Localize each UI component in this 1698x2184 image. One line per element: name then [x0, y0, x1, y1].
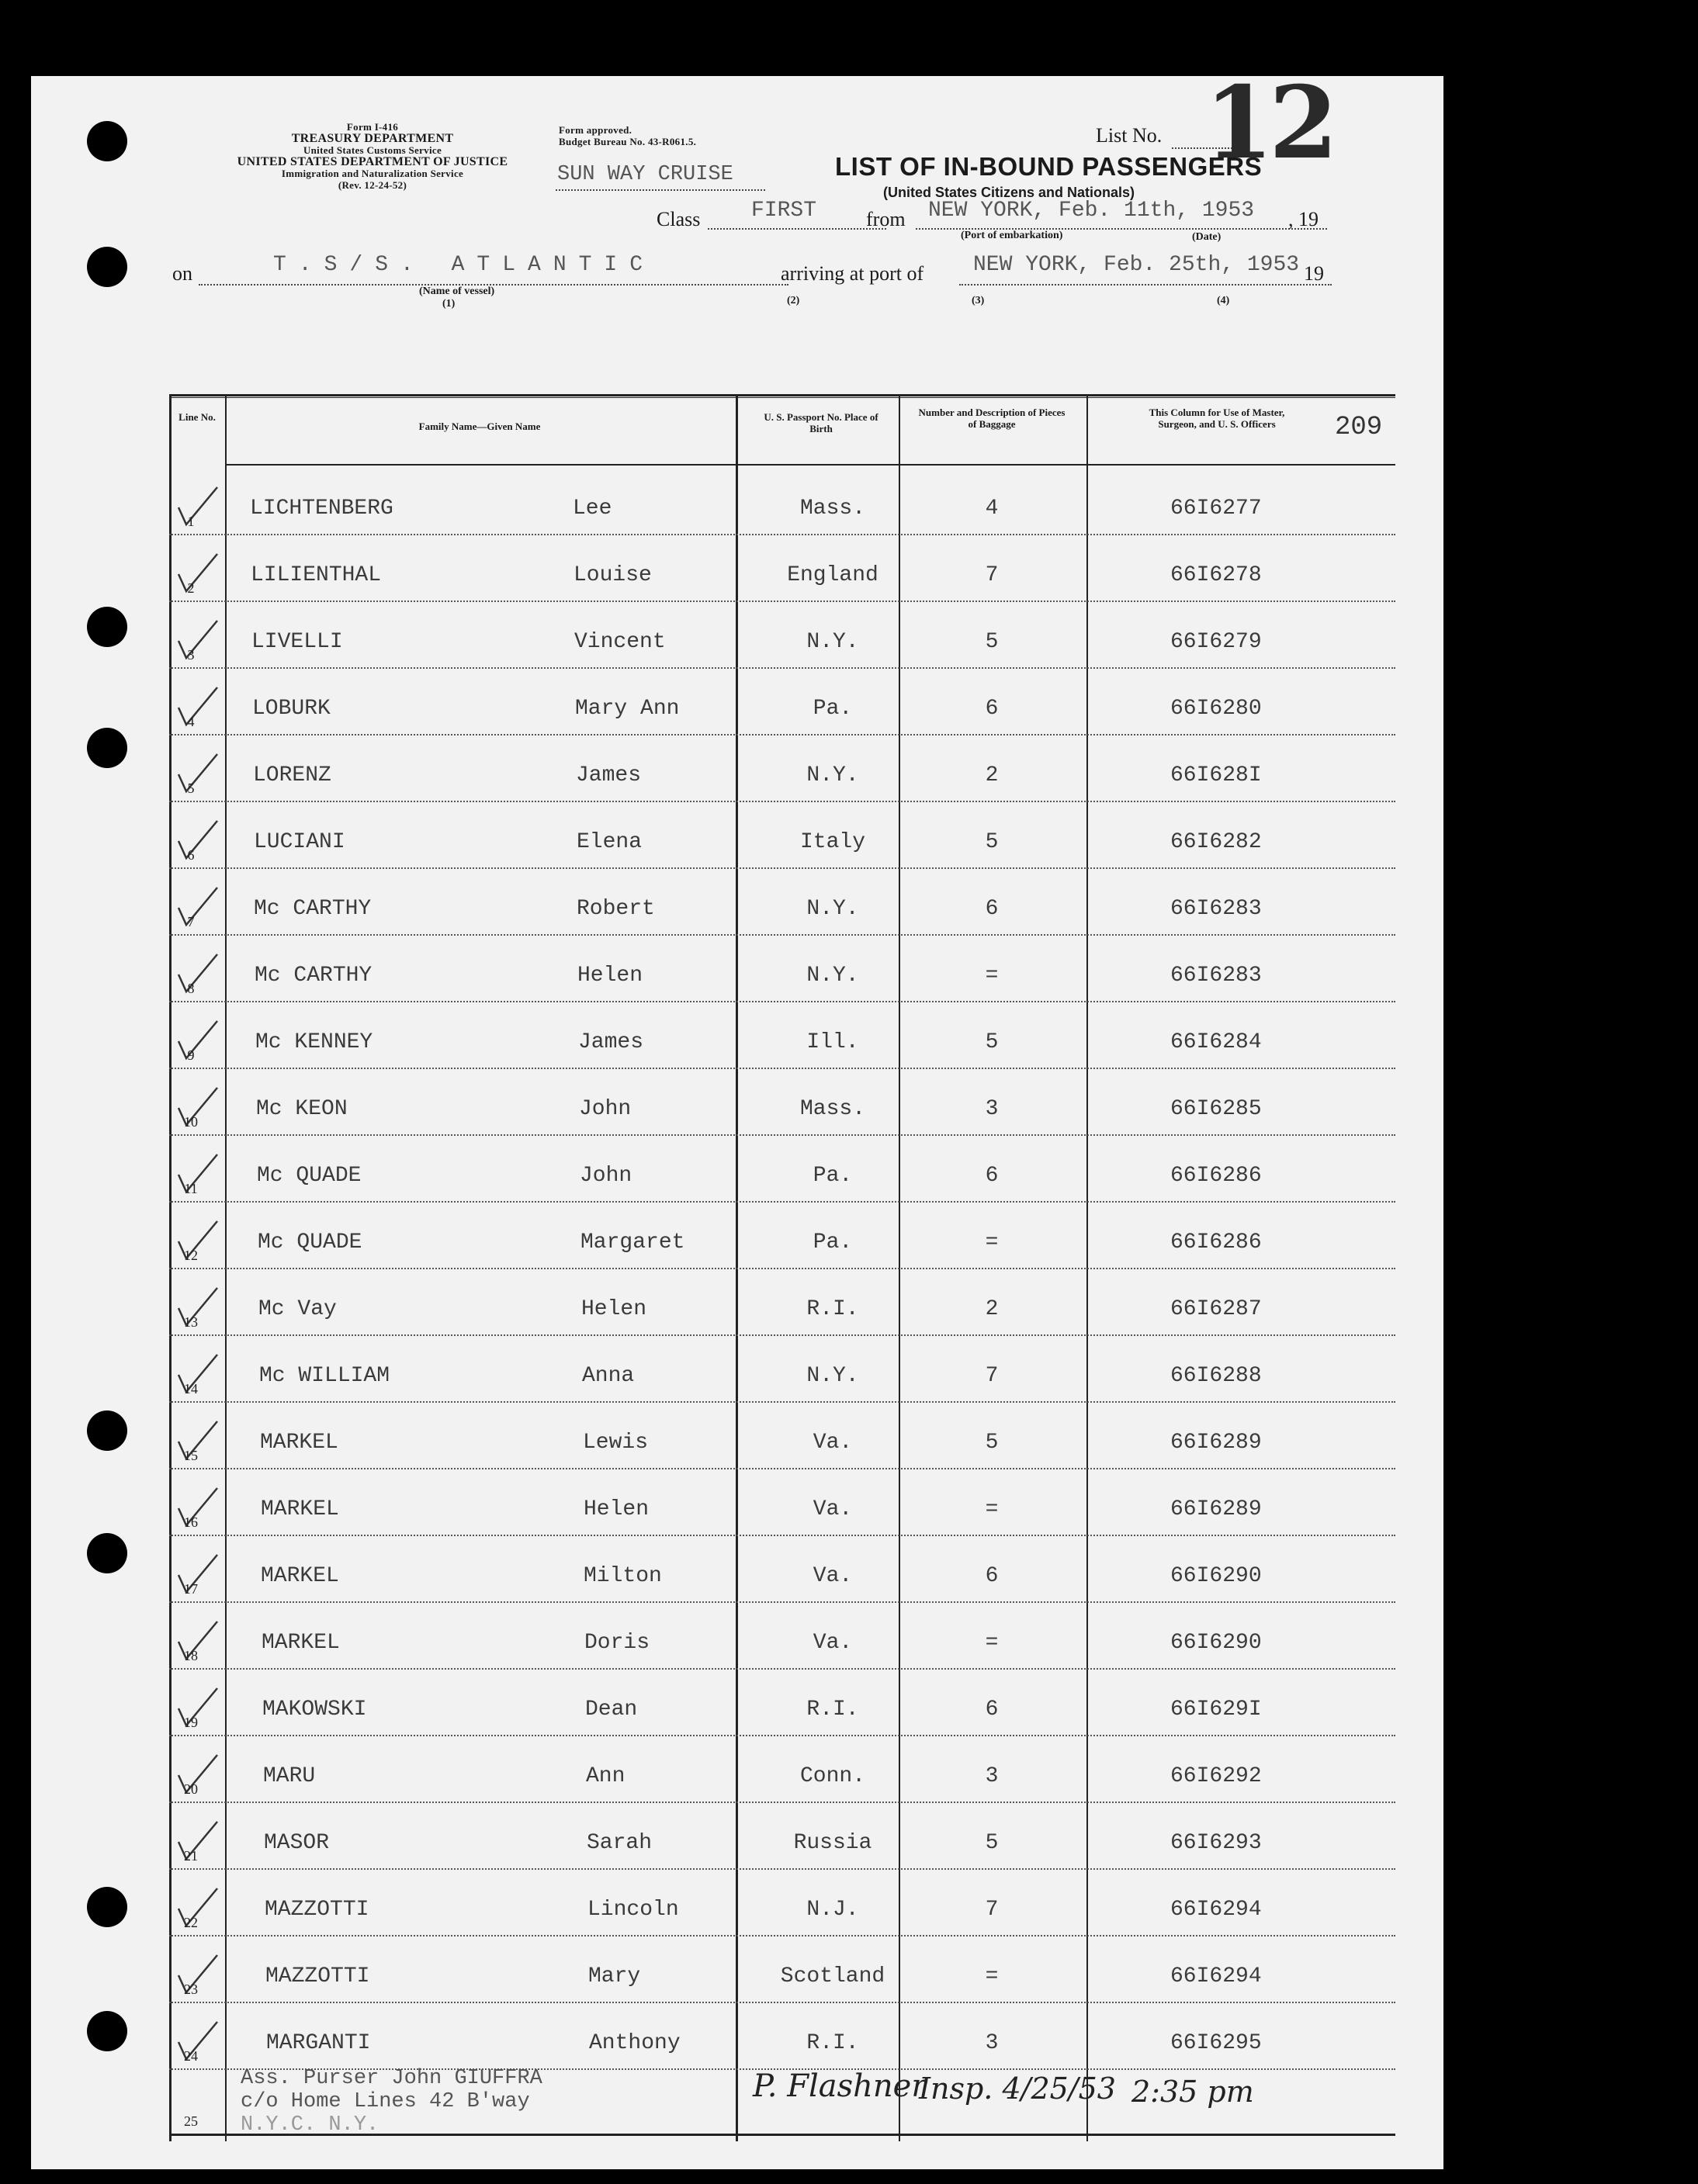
baggage-count: 5: [985, 630, 999, 654]
table-row: [169, 1468, 1395, 1536]
table-row: [169, 1668, 1395, 1736]
given-name: Sarah: [587, 1831, 653, 1855]
form-number: Form I-416: [346, 121, 399, 133]
place-of-birth: Pa.: [813, 697, 853, 721]
table-row: [169, 1068, 1395, 1136]
officer-code: 66I6278: [1170, 563, 1262, 587]
family-name: LICHTENBERG: [250, 497, 393, 521]
line-number: 4: [187, 714, 195, 729]
vessel-caption: (Name of vessel): [419, 286, 495, 297]
line-number: 15: [184, 1448, 198, 1463]
inspector-signature: P. Flashner: [753, 2068, 927, 2104]
officer-code: 66I6286: [1170, 1230, 1262, 1255]
list-no-label: List No.: [1096, 124, 1163, 147]
officer-code: 66I6293: [1170, 1831, 1262, 1855]
officer-code: 66I6287: [1170, 1297, 1262, 1321]
family-name: MARGANTI: [266, 2031, 371, 2055]
family-name: LOBURK: [252, 697, 331, 721]
place-of-birth: N.Y.: [806, 1364, 859, 1388]
line-number: 10: [184, 1114, 198, 1130]
family-name: Mc Vay: [258, 1297, 337, 1321]
arriving-label: arriving at port of: [781, 262, 924, 285]
family-name: MAKOWSKI: [262, 1698, 367, 1722]
line-number: 9: [187, 1047, 195, 1063]
given-name: Milton: [584, 1564, 662, 1588]
place-of-birth: Va.: [813, 1631, 853, 1655]
given-name: Lewis: [583, 1431, 649, 1455]
table-row: [169, 867, 1395, 936]
baggage-count: 5: [985, 1431, 999, 1455]
baggage-count: 3: [985, 1097, 999, 1121]
line-number: 22: [184, 1915, 198, 1930]
baggage-count: =: [985, 1631, 999, 1655]
baggage-count: 7: [985, 1898, 999, 1922]
table-row: [169, 601, 1395, 669]
baggage-count: =: [985, 964, 999, 988]
baggage-count: =: [985, 1497, 999, 1521]
table-row: [169, 1802, 1395, 1870]
purser-line-3: N.Y.C. N.Y.: [241, 2113, 379, 2137]
place-of-birth: Conn.: [799, 1764, 865, 1788]
punch-hole: [87, 1533, 127, 1573]
officer-code: 66I6288: [1170, 1364, 1262, 1388]
line-number: 20: [184, 1781, 198, 1797]
officer-code: 66I6277: [1170, 497, 1262, 521]
place-of-birth: R.I.: [806, 2031, 859, 2055]
given-name: John: [579, 1097, 632, 1121]
table-row: [169, 1268, 1395, 1336]
given-name: Helen: [584, 1497, 650, 1521]
line-number: 2: [187, 580, 195, 596]
family-name: MAZZOTTI: [265, 1964, 370, 1988]
family-name: Mc CARTHY: [255, 964, 373, 988]
place-of-birth: Italy: [799, 830, 865, 854]
table-row: [169, 667, 1395, 735]
place-of-birth: Scotland: [780, 1964, 885, 1988]
place-of-birth: N.Y.: [806, 964, 859, 988]
officer-code: 66I6292: [1170, 1764, 1262, 1788]
table-row: [169, 1601, 1395, 1670]
dept-justice: UNITED STATES DEPARTMENT OF JUSTICE: [237, 155, 508, 168]
header-line-no: Line No.: [178, 411, 216, 423]
baggage-count: 5: [985, 830, 999, 854]
officer-code: 66I6294: [1170, 1898, 1262, 1922]
place-of-birth: Russia: [793, 1831, 872, 1855]
punch-hole: [87, 1887, 127, 1927]
officer-code: 66I6294: [1170, 1964, 1262, 1988]
given-name: Mary Ann: [575, 697, 680, 721]
class-label: Class: [657, 208, 701, 230]
place-of-birth: Mass.: [799, 497, 865, 521]
table-row: [169, 467, 1395, 535]
inspection-time: 2:35 pm: [1131, 2075, 1254, 2109]
family-name: MARKEL: [260, 1431, 338, 1455]
table-row: [169, 2002, 1395, 2070]
place-of-birth: Pa.: [813, 1230, 853, 1255]
baggage-count: 5: [985, 1831, 999, 1855]
given-name: Mary: [588, 1964, 641, 1988]
table-row: [169, 1735, 1395, 1803]
family-name: MAZZOTTI: [265, 1898, 369, 1922]
place-of-birth: Va.: [813, 1497, 853, 1521]
purser-line-1: Ass. Purser John GIUFFRA: [241, 2067, 542, 2090]
given-name: Vincent: [574, 630, 666, 654]
caption-1: (1): [442, 298, 456, 310]
line-number: 7: [187, 914, 195, 929]
officer-code: 66I6285: [1170, 1097, 1262, 1121]
approved-label: Form approved.: [559, 124, 632, 136]
officer-code: 66I6295: [1170, 2031, 1262, 2055]
baggage-count: =: [985, 1230, 999, 1255]
given-name: Lee: [573, 497, 612, 521]
cruise-name: SUN WAY CRUISE: [557, 163, 733, 186]
caption-3: (3): [972, 295, 985, 306]
family-name: Mc WILLIAM: [259, 1364, 390, 1388]
arrival-value: NEW YORK, Feb. 25th, 1953: [973, 253, 1300, 277]
given-name: Doris: [584, 1631, 650, 1655]
document-title: LIST OF IN-BOUND PASSENGERS: [835, 152, 1263, 181]
officer-code: 66I6289: [1170, 1497, 1262, 1521]
baggage-count: 6: [985, 1564, 999, 1588]
line-number: 14: [184, 1381, 198, 1397]
line-number: 13: [184, 1314, 198, 1330]
on-label: on: [172, 262, 192, 285]
document-subtitle: (United States Citizens and Nationals): [883, 185, 1135, 200]
officer-code: 66I628I: [1170, 763, 1262, 787]
line-number: 19: [184, 1715, 198, 1730]
given-name: Ann: [586, 1764, 625, 1788]
punch-hole: [87, 121, 127, 161]
table-row: [169, 1334, 1395, 1403]
place-of-birth: N.J.: [806, 1898, 859, 1922]
place-of-birth: Va.: [813, 1431, 853, 1455]
officer-code: 66I6284: [1170, 1030, 1262, 1054]
dept-treasury: TREASURY DEPARTMENT: [291, 132, 454, 145]
place-of-birth: Mass.: [799, 1097, 865, 1121]
place-of-birth: N.Y.: [806, 763, 859, 787]
family-name: LORENZ: [253, 763, 331, 787]
officer-code: 66I6290: [1170, 1564, 1262, 1588]
approval-note: [559, 124, 696, 147]
table-row: [169, 801, 1395, 869]
place-of-birth: N.Y.: [806, 630, 859, 654]
place-of-birth: Ill.: [806, 1030, 859, 1054]
class-value: FIRST: [751, 199, 817, 223]
baggage-count: 4: [985, 497, 999, 521]
place-of-birth: Va.: [813, 1564, 853, 1588]
given-name: Robert: [577, 897, 655, 921]
header-passport: U. S. Passport No. Place of Birth: [764, 411, 878, 434]
line-number: 11: [184, 1181, 198, 1196]
page-number: 209: [1335, 413, 1383, 442]
place-of-birth: England: [787, 563, 878, 587]
family-name: MARU: [263, 1764, 316, 1788]
table-row: [169, 1935, 1395, 2003]
baggage-count: 5: [985, 1030, 999, 1054]
table-row: [169, 1868, 1395, 1937]
form-revision: (Rev. 12-24-52): [338, 179, 407, 191]
line-number: 16: [184, 1514, 198, 1530]
given-name: James: [578, 1030, 644, 1054]
family-name: Mc QUADE: [258, 1230, 362, 1255]
baggage-count: =: [985, 1964, 999, 1988]
baggage-count: 3: [985, 2031, 999, 2055]
line-number: 25: [184, 2113, 198, 2129]
family-name: MARKEL: [261, 1497, 339, 1521]
vessel-name: T.S/S. ATLANTIC: [273, 253, 656, 277]
baggage-count: 6: [985, 1164, 999, 1188]
given-name: John: [580, 1164, 632, 1188]
baggage-count: 3: [985, 1764, 999, 1788]
family-name: MARKEL: [261, 1564, 339, 1588]
place-of-birth: R.I.: [806, 1297, 859, 1321]
punch-hole: [87, 607, 127, 647]
table-row: [169, 1201, 1395, 1269]
line-number: 12: [184, 1248, 198, 1263]
line-number: 1: [187, 514, 195, 529]
place-of-birth: N.Y.: [806, 897, 859, 921]
officer-code: 66I6280: [1170, 697, 1262, 721]
inspection-date: Insp. 4/25/53: [919, 2072, 1116, 2106]
given-name: Margaret: [580, 1230, 685, 1255]
agency-header: [155, 121, 590, 191]
given-name: Anna: [582, 1364, 635, 1388]
given-name: Dean: [585, 1698, 638, 1722]
dept-treasury-sub: United States Customs Service: [303, 144, 442, 156]
given-name: Helen: [577, 964, 643, 988]
table-row: [169, 534, 1395, 602]
officer-code: 66I6279: [1170, 630, 1262, 654]
date-caption: (Date): [1192, 231, 1222, 243]
line-number: 5: [187, 780, 195, 796]
table-row: [169, 1535, 1395, 1603]
line-number: 21: [184, 1848, 198, 1864]
line-number: 6: [187, 847, 195, 863]
baggage-count: 6: [985, 897, 999, 921]
arrival-year: 19: [1304, 262, 1324, 285]
line-number: 3: [187, 647, 195, 663]
family-name: LUCIANI: [254, 830, 345, 854]
caption-4: (4): [1217, 295, 1230, 306]
family-name: Mc KENNEY: [255, 1030, 373, 1054]
baggage-count: 7: [985, 563, 999, 587]
line-number: 23: [184, 1982, 198, 1997]
dept-justice-sub: Immigration and Naturalization Service: [281, 168, 464, 179]
baggage-count: 6: [985, 697, 999, 721]
punch-hole: [87, 247, 127, 287]
header-baggage: Number and Description of Pieces of Baggage: [918, 407, 1066, 430]
family-name: Mc CARTHY: [254, 897, 372, 921]
given-name: Helen: [581, 1297, 647, 1321]
baggage-count: 2: [985, 1297, 999, 1321]
embarkation-caption: (Port of embarkation): [961, 230, 1063, 241]
header-officers: This Column for Use of Master, Surgeon, and U. S. Officers: [1149, 407, 1285, 430]
budget-number: Budget Bureau No. 43-R061.5.: [559, 136, 697, 147]
punch-hole: [87, 2011, 127, 2051]
officer-code: 66I6283: [1170, 964, 1262, 988]
family-name: LILIENTHAL: [251, 563, 382, 587]
family-name: Mc QUADE: [257, 1164, 362, 1188]
family-name: MARKEL: [262, 1631, 340, 1655]
table-row: [169, 1134, 1395, 1203]
line-number: 18: [184, 1648, 198, 1663]
family-name: MASOR: [264, 1831, 330, 1855]
officer-code: 66I6289: [1170, 1431, 1262, 1455]
family-name: Mc KEON: [256, 1097, 348, 1121]
embarkation-value: NEW YORK, Feb. 11th, 1953: [928, 199, 1255, 223]
header-name: Family Name—Given Name: [418, 421, 541, 432]
given-name: Anthony: [589, 2031, 681, 2055]
officer-code: 66I629I: [1170, 1698, 1262, 1722]
baggage-count: 7: [985, 1364, 999, 1388]
punch-hole: [87, 728, 127, 768]
footer-row: [169, 2062, 1395, 2140]
given-name: Lincoln: [587, 1898, 679, 1922]
line-number: 17: [184, 1581, 198, 1597]
table-row: [169, 1001, 1395, 1069]
given-name: Louise: [574, 563, 652, 587]
year-suffix: , 19: [1288, 208, 1319, 230]
family-name: LIVELLI: [251, 630, 343, 654]
caption-2: (2): [787, 295, 800, 306]
passenger-table: [169, 394, 1395, 2141]
line-number: 8: [187, 981, 195, 996]
given-name: James: [576, 763, 642, 787]
officer-code: 66I6286: [1170, 1164, 1262, 1188]
baggage-count: 6: [985, 1698, 999, 1722]
purser-line-2: c/o Home Lines 42 B'way: [241, 2090, 530, 2113]
line-number: 24: [184, 2048, 198, 2064]
officer-code: 66I6290: [1170, 1631, 1262, 1655]
table-row: [169, 934, 1395, 1002]
punch-hole: [87, 1410, 127, 1451]
given-name: Elena: [577, 830, 643, 854]
place-of-birth: R.I.: [806, 1698, 859, 1722]
officer-code: 66I6283: [1170, 897, 1262, 921]
officer-code: 66I6282: [1170, 830, 1262, 854]
table-row: [169, 1401, 1395, 1469]
document-page: [31, 65, 1443, 2169]
place-of-birth: Pa.: [813, 1164, 853, 1188]
table-row: [169, 734, 1395, 802]
from-label: from: [866, 208, 906, 230]
list-number-stamp: 12: [1204, 65, 1334, 182]
baggage-count: 2: [985, 763, 999, 787]
